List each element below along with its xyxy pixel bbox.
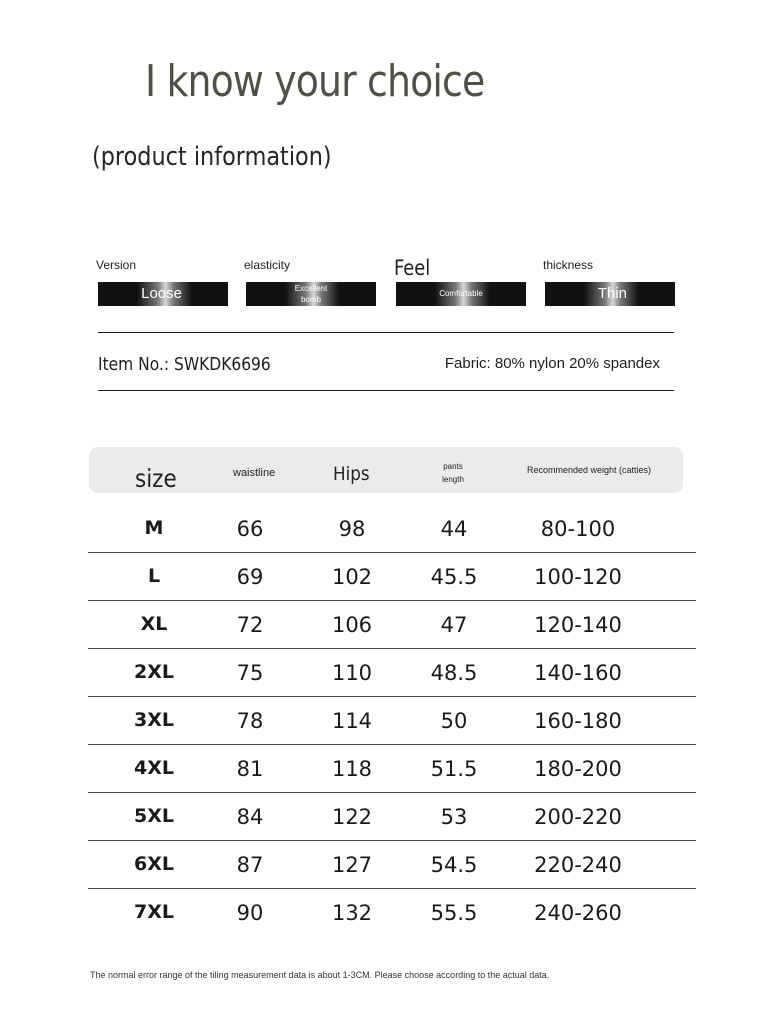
cell-size: 5XL (134, 805, 174, 827)
header-waistline: waistline (233, 467, 276, 479)
cell-hips: 102 (331, 565, 373, 589)
cell-weight: 180-200 (534, 757, 622, 781)
table-row (88, 697, 696, 745)
attribute-value: Loose (98, 282, 228, 306)
header-hips: Hips (333, 463, 370, 485)
cell-pants-length: 50 (440, 709, 468, 733)
cell-pants-length: 55.5 (430, 901, 478, 925)
cell-hips: 114 (331, 709, 373, 733)
table-row (88, 601, 696, 649)
cell-waistline: 69 (236, 565, 264, 589)
cell-hips: 132 (331, 901, 373, 925)
cell-pants-length: 47 (440, 613, 468, 637)
fabric-composition: Fabric: 80% nylon 20% spandex (444, 355, 660, 372)
attribute-label: Version (96, 258, 137, 272)
attribute-thickness (543, 258, 675, 310)
size-table-header (89, 447, 683, 493)
table-row (88, 553, 696, 601)
attribute-feel (394, 258, 526, 310)
cell-waistline: 72 (236, 613, 264, 637)
attribute-value: Thin (545, 282, 675, 306)
cell-pants-length: 45.5 (430, 565, 478, 589)
cell-size: L (147, 565, 161, 587)
cell-weight: 80-100 (540, 517, 616, 541)
cell-waistline: 84 (236, 805, 264, 829)
cell-size: 7XL (134, 901, 174, 923)
table-row (88, 745, 696, 793)
cell-hips: 110 (331, 661, 373, 685)
attribute-value: Comfortable (396, 282, 526, 306)
cell-size: 4XL (134, 757, 174, 779)
cell-waistline: 75 (236, 661, 264, 685)
cell-size: 2XL (134, 661, 174, 683)
attribute-value (246, 282, 376, 306)
cell-pants-length: 44 (440, 517, 468, 541)
attribute-label: thickness (543, 258, 594, 272)
cell-pants-length: 48.5 (430, 661, 478, 685)
cell-weight: 200-220 (534, 805, 622, 829)
header-pants-line: pants (443, 462, 463, 471)
cell-waistline: 90 (236, 901, 264, 925)
cell-weight: 220-240 (534, 853, 622, 877)
table-row (88, 505, 696, 553)
divider (98, 332, 674, 333)
cell-size: M (144, 517, 164, 539)
cell-hips: 118 (331, 757, 373, 781)
table-row (88, 793, 696, 841)
item-number: Item No.: SWKDK6696 (98, 354, 271, 375)
attribute-label: elasticity (244, 258, 291, 272)
cell-weight: 140-160 (534, 661, 622, 685)
header-recommended-weight: Recommended weight (catties) (527, 465, 652, 475)
measurement-footnote: The normal error range of the tiling measurement data is about 1-3CM. Please choose according to the actual data. (90, 970, 550, 980)
cell-pants-length: 53 (440, 805, 468, 829)
cell-size: XL (140, 613, 168, 635)
cell-pants-length: 54.5 (430, 853, 478, 877)
cell-pants-length: 51.5 (430, 757, 478, 781)
attribute-value-line: bomb (300, 295, 321, 304)
cell-waistline: 78 (236, 709, 264, 733)
attribute-label: Feel (394, 256, 431, 280)
cell-weight: 100-120 (534, 565, 622, 589)
cell-hips: 127 (331, 853, 373, 877)
table-row (88, 649, 696, 697)
section-title: (product information) (92, 142, 332, 172)
cell-weight: 160-180 (534, 709, 622, 733)
cell-waistline: 87 (236, 853, 264, 877)
cell-hips: 98 (338, 517, 366, 541)
cell-size: 6XL (134, 853, 174, 875)
divider (98, 390, 674, 391)
size-table-body (88, 505, 696, 937)
attribute-value-line: Excellent (294, 284, 328, 293)
attribute-version (96, 258, 228, 310)
cell-waistline: 66 (236, 517, 264, 541)
cell-weight: 240-260 (534, 901, 622, 925)
cell-size: 3XL (134, 709, 174, 731)
cell-weight: 120-140 (534, 613, 622, 637)
cell-waistline: 81 (236, 757, 264, 781)
cell-hips: 106 (331, 613, 373, 637)
table-row (88, 889, 696, 937)
attribute-elasticity (244, 258, 376, 310)
table-row (88, 841, 696, 889)
header-pants-length (437, 460, 469, 486)
page-headline: I know your choice (145, 56, 485, 107)
cell-hips: 122 (331, 805, 373, 829)
header-pants-line: length (442, 475, 464, 484)
header-size: size (135, 464, 177, 493)
